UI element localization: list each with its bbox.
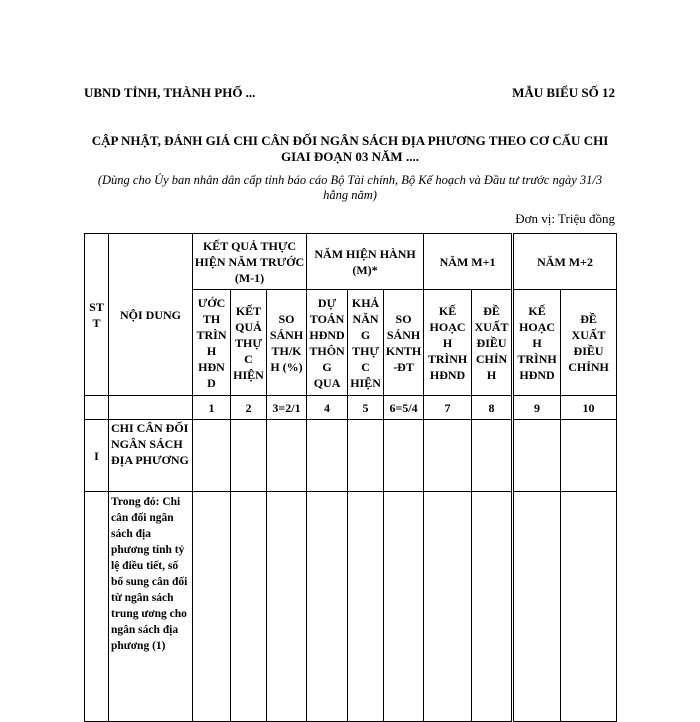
agency-header: UBND TỈNH, THÀNH PHỐ ...	[84, 85, 256, 100]
document-title: CẬP NHẬT, ĐÁNH GIÁ CHI CÂN ĐỐI NGÂN SÁCH ĐỊA PHƯƠNG THEO CƠ CẤU CHI GIAI ĐOẠN 03 NĂM ....	[91, 133, 609, 164]
data-cell	[348, 420, 384, 492]
subheader-c5: KHẢ NĂNG THỰC HIỆN	[348, 290, 384, 396]
table-row	[85, 420, 617, 492]
subheader-c8: ĐỀ XUẤT ĐIỀU CHỈNH	[472, 290, 513, 396]
document-subtitle: (Dùng cho Ủy ban nhân dân cấp tỉnh báo cáo Bộ Tài chính, Bộ Kế hoạch và Đầu tư trước ngày 31/3 hằng năm)	[97, 173, 603, 202]
row-content: CHI CÂN ĐỐI NGÂN SÁCH ĐỊA PHƯƠNG	[109, 420, 193, 492]
data-cell	[472, 420, 513, 492]
data-cell	[472, 492, 513, 722]
number-cell: 3=2/1	[267, 396, 307, 420]
header-stt: STT	[85, 234, 109, 396]
data-cell	[231, 420, 267, 492]
subheader-c3: SO SÁNH TH/KH (%)	[267, 290, 307, 396]
data-cell	[307, 492, 348, 722]
header-nam-m2: NĂM M+2	[513, 234, 617, 290]
data-cell	[384, 492, 424, 722]
subheader-c2: KẾT QUẢ THỰC HIỆN	[231, 290, 267, 396]
number-cell-empty	[109, 396, 193, 420]
subheader-c6: SO SÁNH KNTH-ĐT	[384, 290, 424, 396]
budget-table	[84, 233, 617, 722]
number-cell: 7	[424, 396, 472, 420]
data-cell	[424, 492, 472, 722]
data-cell	[513, 492, 561, 722]
number-cell-empty	[85, 396, 109, 420]
number-cell: 4	[307, 396, 348, 420]
number-cell: 2	[231, 396, 267, 420]
data-cell	[348, 492, 384, 722]
header-ket-qua: KẾT QUẢ THỰC HIỆN NĂM TRƯỚC (M-1)	[193, 234, 307, 290]
data-cell	[307, 420, 348, 492]
header-noi-dung: NỘI DUNG	[109, 234, 193, 396]
number-cell: 8	[472, 396, 513, 420]
data-cell	[231, 492, 267, 722]
data-cell	[384, 420, 424, 492]
data-cell	[267, 492, 307, 722]
header-nam-m1: NĂM M+1	[424, 234, 513, 290]
data-cell	[424, 420, 472, 492]
data-cell	[193, 492, 231, 722]
header-nam-hien-hanh: NĂM HIỆN HÀNH (M)*	[307, 234, 424, 290]
data-cell	[561, 420, 617, 492]
row-stt	[85, 492, 109, 722]
number-cell: 5	[348, 396, 384, 420]
subheader-c1: ƯỚC TH TRÌNH HĐND	[193, 290, 231, 396]
subheader-c7: KẾ HOẠCH TRÌNH HĐND	[424, 290, 472, 396]
subheader-c10: ĐỀ XUẤT ĐIỀU CHỈNH	[561, 290, 617, 396]
data-cell	[267, 420, 307, 492]
subheader-c9: KẾ HOẠCH TRÌNH HĐND	[513, 290, 561, 396]
row-content: Trong đó: Chi cân đối ngân sách địa phương tính tỷ lệ điều tiết, số bổ sung cân đối từ ngân sách trung ương cho ngân sách địa phương (1)	[109, 492, 193, 722]
row-stt: I	[85, 420, 109, 492]
number-cell: 6=5/4	[384, 396, 424, 420]
data-cell	[561, 492, 617, 722]
data-cell	[513, 420, 561, 492]
subheader-c4: DỰ TOÁN HĐND THÔNG QUA	[307, 290, 348, 396]
number-cell: 1	[193, 396, 231, 420]
number-cell: 9	[513, 396, 561, 420]
unit-label: Đơn vị: Triệu đồng	[515, 211, 615, 226]
form-number: MẪU BIỂU SỐ 12	[512, 85, 615, 100]
number-cell: 10	[561, 396, 617, 420]
table-row	[85, 492, 617, 722]
data-cell	[193, 420, 231, 492]
